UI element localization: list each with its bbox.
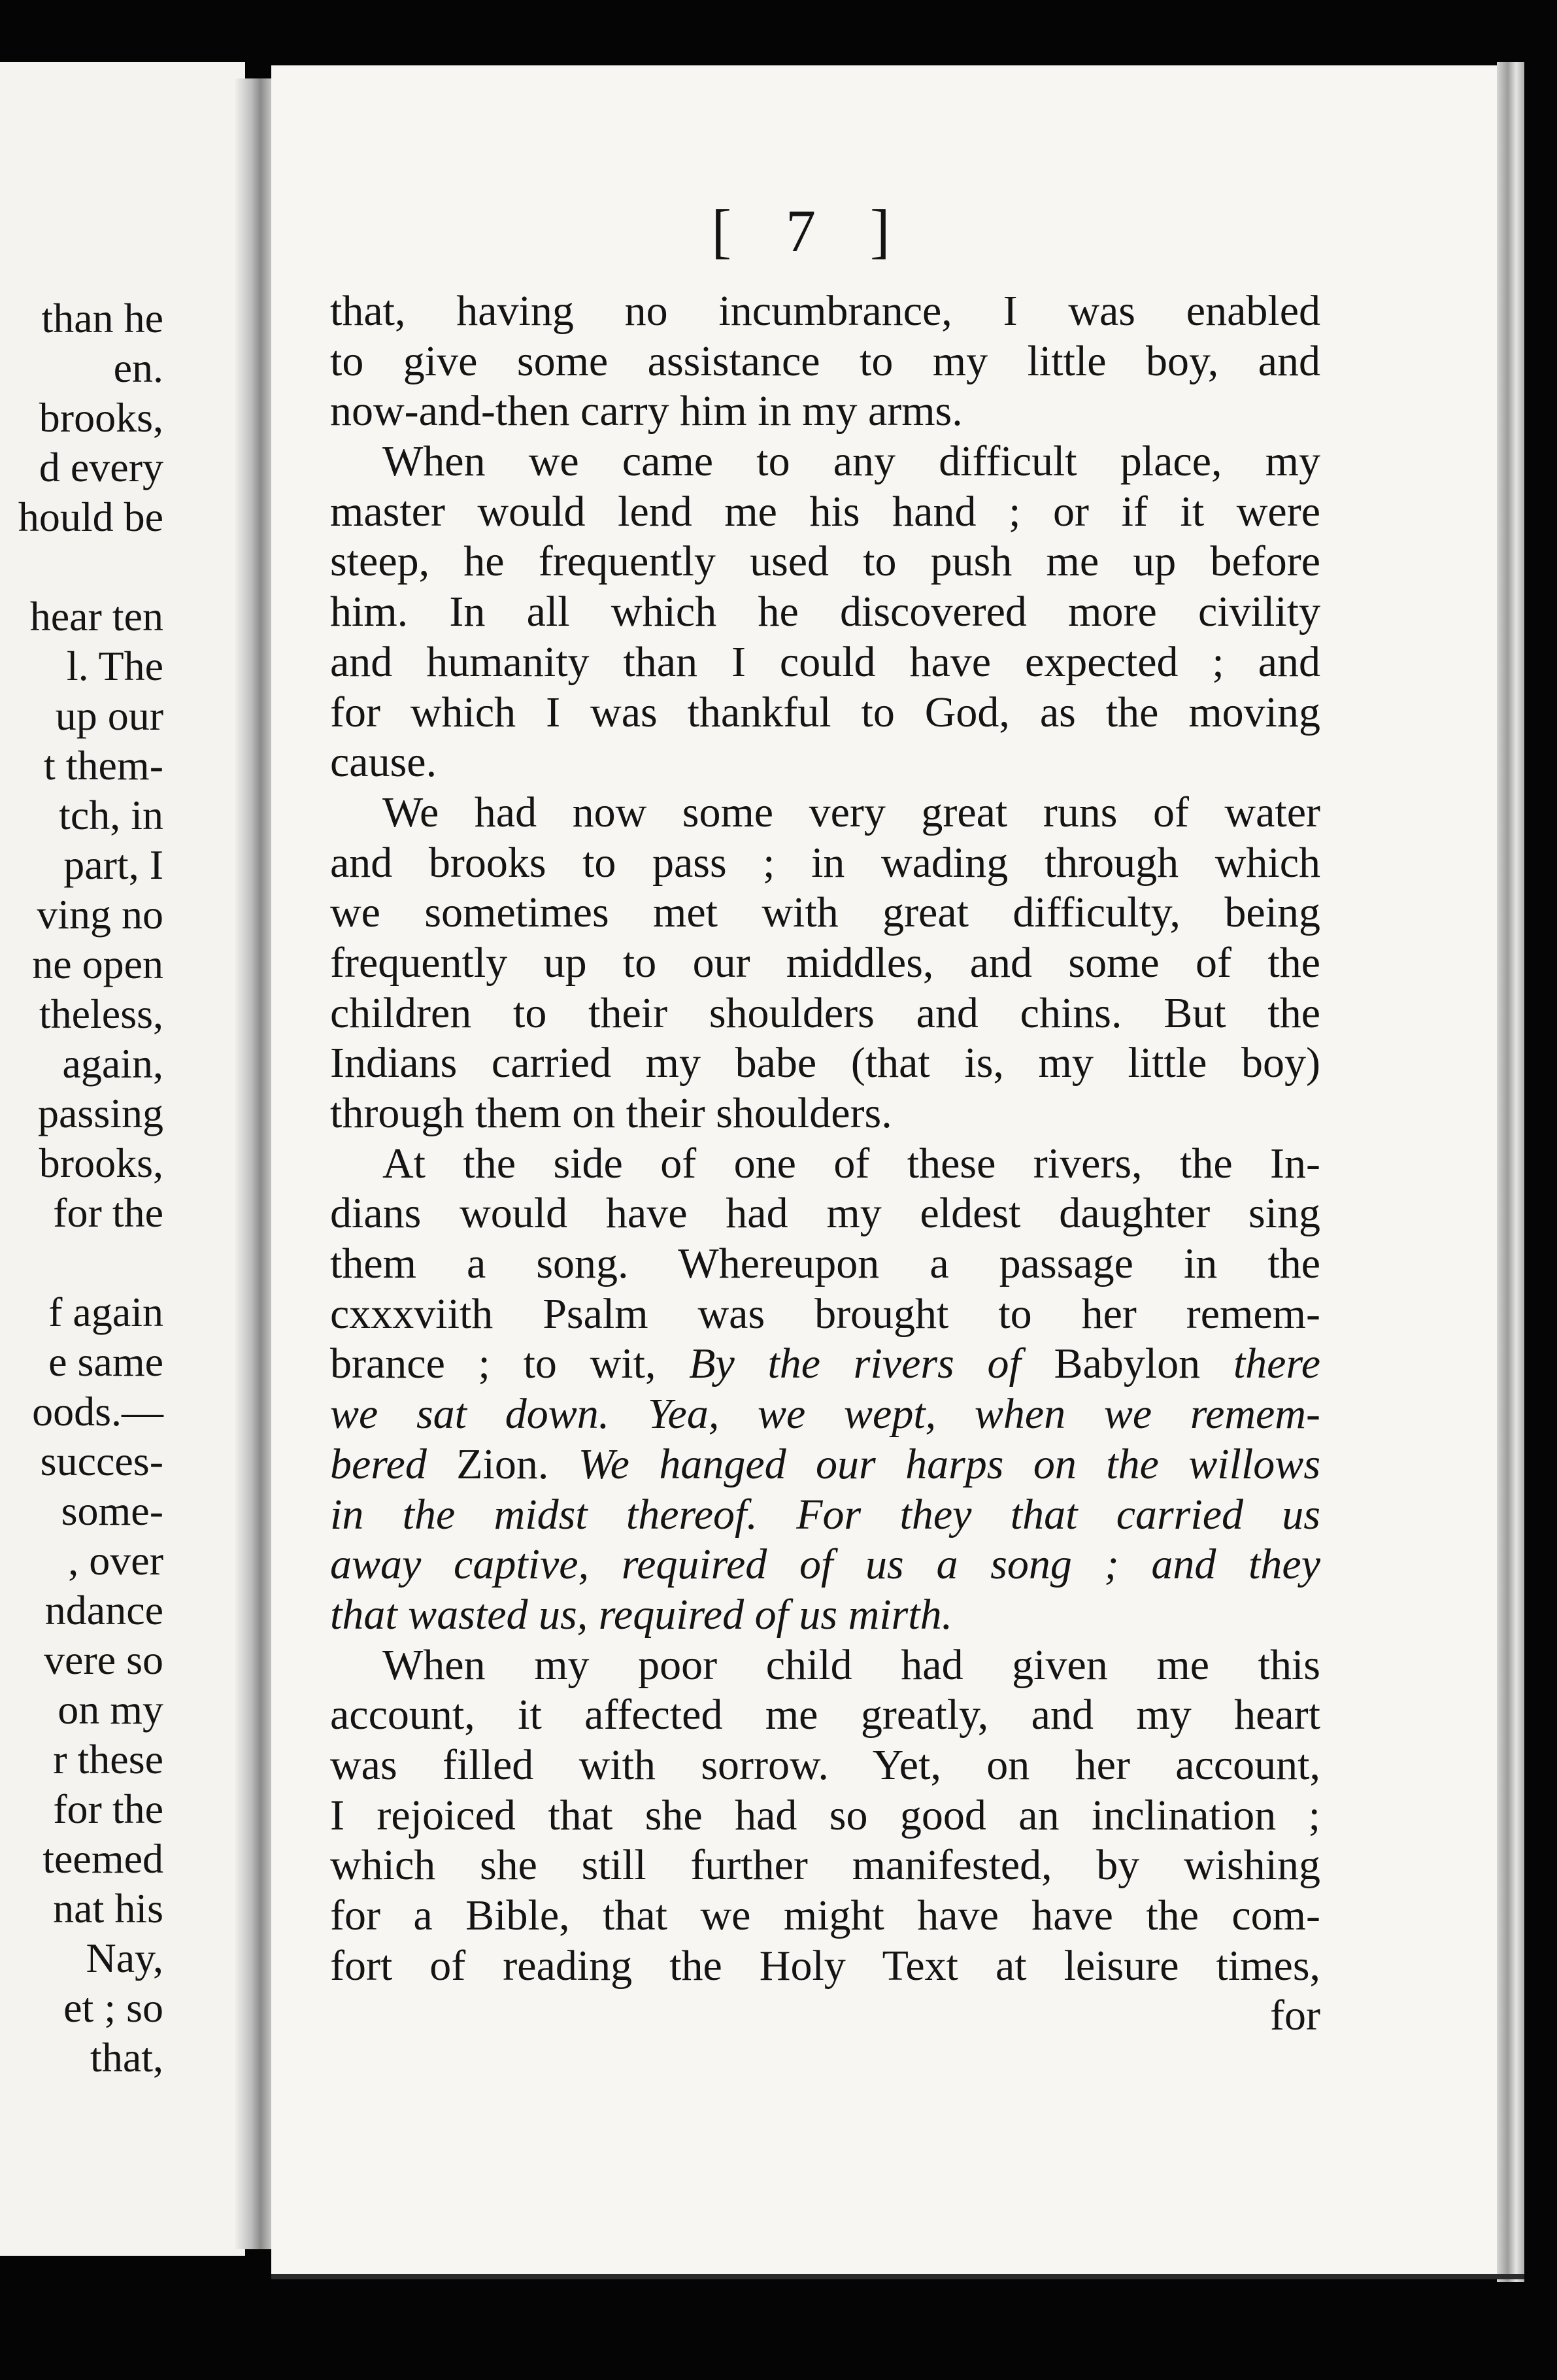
left-fragment: ne open — [32, 941, 163, 987]
left-fragment: en. — [113, 345, 163, 391]
text-line: was filled with sorrow. Yet, on her account, — [330, 1741, 1320, 1789]
left-fragment: than he — [41, 295, 163, 341]
left-fragment: succes- — [40, 1438, 163, 1484]
text-line: for a Bible, that we might have have the com- — [330, 1892, 1320, 1939]
text-line: him. In all which he discovered more civility — [330, 588, 1320, 636]
left-fragment: brooks, — [39, 394, 163, 441]
italic-segment: bered — [330, 1440, 457, 1488]
left-fragment: e same — [48, 1338, 163, 1385]
text-line: which she still further manifested, by wishing — [330, 1841, 1320, 1890]
text-line — [330, 1440, 1320, 1490]
text-line — [330, 1590, 1320, 1640]
left-fragment: hould be — [18, 494, 163, 540]
text-line: When we came to any difficult place, my — [382, 437, 1320, 486]
left-fragment: vere so — [43, 1637, 163, 1683]
left-fragment: nat his — [53, 1885, 163, 1931]
left-fragment: teemed — [42, 1835, 163, 1882]
left-fragment: f again — [48, 1289, 163, 1335]
text-line: dians would have had my eldest daughter sing — [330, 1189, 1320, 1238]
text-line: When my poor child had given me this — [382, 1640, 1320, 1689]
left-fragment: hear ten — [29, 593, 163, 639]
left-fragment: ving no — [37, 891, 163, 938]
text-line: for which I was thankful to God, as the moving — [330, 688, 1320, 736]
left-fragment: part, I — [63, 842, 163, 888]
line-segment: Babylon — [1054, 1340, 1233, 1388]
left-fragment: for the — [53, 1786, 163, 1832]
left-fragment: on my — [58, 1686, 163, 1733]
text-line: frequently up to our middles, and some of the — [330, 938, 1320, 987]
page-bottom-shadow — [271, 2274, 1524, 2279]
text-line: account, it affected me greatly, and my heart — [330, 1691, 1320, 1739]
line-segment: Zion. — [456, 1440, 578, 1488]
left-fragment: brooks, — [39, 1140, 163, 1186]
italic-segment: By the rivers of — [689, 1340, 1054, 1388]
text-line: cxxxviith Psalm was brought to her remem- — [330, 1289, 1320, 1338]
left-fragment: theless, — [39, 991, 163, 1037]
page-number: [ 7 ] — [711, 197, 910, 264]
line-segment: brance ; to wit, — [330, 1340, 690, 1388]
italic-segment: in the midst thereof. For they that carried us — [330, 1490, 1320, 1538]
catchword: for — [1270, 1992, 1320, 2040]
text-line: through them on their shoulders. — [330, 1089, 892, 1137]
text-line: that, having no incumbrance, I was enabled — [330, 287, 1320, 335]
text-line — [330, 1339, 1320, 1389]
left-fragment: oods.— — [32, 1388, 163, 1435]
italic-segment: we sat down. Yea, we wept, when we remem- — [330, 1390, 1320, 1438]
text-line: and humanity than I could have expected ; and — [330, 638, 1320, 686]
left-fragment: d every — [39, 444, 163, 490]
text-line: We had now some very great runs of water — [382, 788, 1320, 836]
text-line: fort of reading the Holy Text at leisure times, — [330, 1941, 1320, 1990]
text-line — [330, 1540, 1320, 1590]
left-fragment: l. The — [66, 643, 163, 689]
text-line — [330, 1389, 1320, 1440]
body-text — [330, 286, 1320, 2041]
text-line: Indians carried my babe (that is, my little boy) — [330, 1039, 1320, 1087]
left-fragment: ndance — [44, 1587, 163, 1633]
italic-segment: We hanged our harps on the willows — [578, 1440, 1320, 1488]
left-fragment: that, — [90, 2034, 163, 2081]
text-line: to give some assistance to my little boy, and — [330, 337, 1320, 385]
text-line: children to their shoulders and chins. But the — [330, 989, 1320, 1037]
left-fragment: for the — [53, 1189, 163, 1236]
italic-segment: that wasted us, required of us mirth. — [330, 1590, 953, 1639]
left-fragment: passing — [38, 1090, 163, 1136]
left-fragment: again, — [62, 1040, 163, 1087]
left-fragment: Nay, — [86, 1935, 163, 1981]
left-fragment: r these — [53, 1736, 163, 1782]
text-line: At the side of one of these rivers, the In- — [382, 1139, 1320, 1187]
left-fragment: t them- — [43, 742, 163, 789]
italic-segment: there — [1233, 1340, 1320, 1388]
text-line: steep, he frequently used to push me up before — [330, 537, 1320, 586]
text-line: them a song. Whereupon a passage in the — [330, 1240, 1320, 1288]
left-fragment: , over — [68, 1537, 163, 1584]
text-line: cause. — [330, 738, 437, 787]
text-line — [330, 1490, 1320, 1540]
left-fragment: up our — [55, 692, 163, 739]
left-fragment: tch, in — [59, 792, 163, 838]
text-line: now-and-then carry him in my arms. — [330, 387, 963, 435]
italic-segment: away captive, required of us a song ; and they — [330, 1540, 1320, 1589]
text-line: I rejoiced that she had so good an inclination ; — [330, 1791, 1320, 1839]
text-line: and brooks to pass ; in wading through which — [330, 838, 1320, 887]
left-fragment: some- — [61, 1488, 163, 1534]
left-fragment: et ; so — [63, 1984, 163, 2031]
text-line: we sometimes met with great difficulty, being — [330, 889, 1320, 937]
page-edge — [1497, 62, 1524, 2282]
text-line: master would lend me his hand ; or if it were — [330, 487, 1320, 536]
